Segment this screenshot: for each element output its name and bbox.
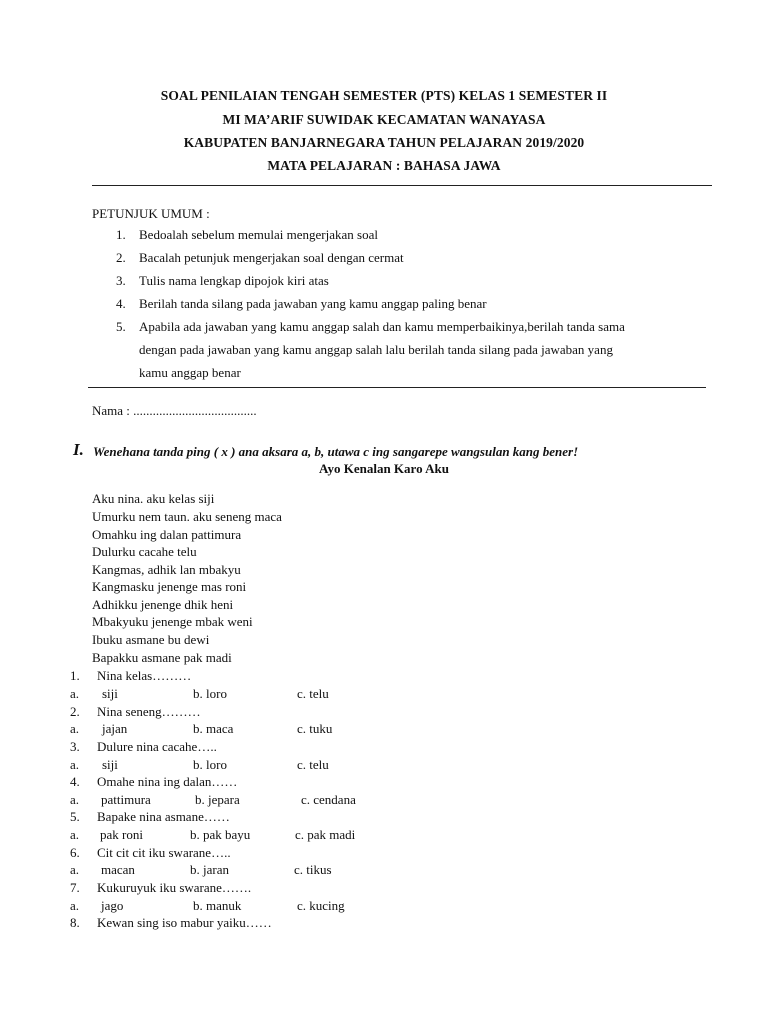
instruction-item: kamu anggap benar	[139, 365, 241, 380]
instruction-item: Bacalah petunjuk mengerjakan soal dengan cermat	[139, 250, 404, 265]
option-a-label[interactable]: a.	[70, 792, 80, 807]
section-number: I.	[73, 440, 84, 459]
instruction-item: Tulis nama lengkap dipojok kiri atas	[139, 273, 329, 288]
section-instruction: Wenehana tanda ping ( x ) ana aksara a, b, utawa c ing sangarepe wangsulan kang bener!	[93, 444, 579, 459]
passage-line: Adhikku jenenge dhik heni	[92, 597, 234, 612]
header-line-1: SOAL PENILAIAN TENGAH SEMESTER (PTS) KELAS 1 SEMESTER II	[160, 88, 608, 103]
instruction-item: Berilah tanda silang pada jawaban yang kamu anggap paling benar	[139, 296, 487, 311]
instruction-item: Bedoalah sebelum memulai mengerjakan soal	[139, 227, 378, 242]
passage-line: Kangmasku jenenge mas roni	[92, 579, 247, 594]
passage-line: Dulurku cacahe telu	[92, 544, 197, 559]
option-a[interactable]: jago	[101, 898, 124, 913]
question-number: 7.	[70, 880, 80, 895]
option-b[interactable]: b. maca	[193, 721, 234, 736]
reading-title: Ayo Kenalan Karo Aku	[319, 461, 449, 476]
question-text: Nina seneng………	[97, 704, 201, 719]
question-number: 3.	[70, 739, 80, 754]
question-text: Omahe nina ing dalan……	[97, 774, 238, 789]
passage-line: Kangmas, adhik lan mbakyu	[92, 562, 241, 577]
option-c[interactable]: c. cendana	[301, 792, 356, 807]
question-text: Kukuruyuk iku swarane…….	[97, 880, 252, 895]
header-line-4: MATA PELAJARAN : BAHASA JAWA	[267, 158, 501, 173]
option-c[interactable]: c. telu	[297, 686, 329, 701]
instructions-title: PETUNJUK UMUM :	[92, 206, 210, 221]
question-number: 4.	[70, 774, 80, 789]
passage-line: Mbakyuku jenenge mbak weni	[92, 614, 253, 629]
question-text: Nina kelas………	[97, 668, 192, 683]
instruction-number: 2.	[116, 250, 126, 265]
option-b[interactable]: b. manuk	[193, 898, 242, 913]
instruction-number: 5.	[116, 319, 126, 334]
option-a[interactable]: macan	[101, 862, 135, 877]
option-c[interactable]: c. tuku	[297, 721, 333, 736]
instruction-number: 1.	[116, 227, 126, 242]
instruction-number: 4.	[116, 296, 126, 311]
passage-line: Umurku nem taun. aku seneng maca	[92, 509, 282, 524]
option-a-label[interactable]: a.	[70, 827, 80, 842]
instructions-divider	[88, 387, 706, 388]
header-divider	[92, 185, 712, 186]
option-b[interactable]: b. loro	[193, 757, 227, 772]
question-text: Dulure nina cacahe…..	[97, 739, 217, 754]
option-a[interactable]: siji	[102, 757, 118, 772]
option-a-label[interactable]: a.	[70, 862, 80, 877]
instruction-item: dengan pada jawaban yang kamu anggap salah lalu berilah tanda silang pada jawaban yang	[139, 342, 613, 357]
option-a-label[interactable]: a.	[70, 686, 80, 701]
question-number: 8.	[70, 915, 80, 930]
option-c[interactable]: c. pak madi	[295, 827, 356, 842]
option-a[interactable]: siji	[102, 686, 118, 701]
header-line-2: MI MA’ARIF SUWIDAK KECAMATAN WANAYASA	[222, 112, 546, 127]
option-a[interactable]: jajan	[102, 721, 128, 736]
option-c[interactable]: c. tikus	[294, 862, 332, 877]
instruction-number: 3.	[116, 273, 126, 288]
option-c[interactable]: c. telu	[297, 757, 329, 772]
question-text: Kewan sing iso mabur yaiku……	[97, 915, 272, 930]
question-number: 5.	[70, 809, 80, 824]
passage-line: Bapakku asmane pak madi	[92, 650, 232, 665]
question-number: 2.	[70, 704, 80, 719]
header-line-3: KABUPATEN BANJARNEGARA TAHUN PELAJARAN 2019/2020	[183, 135, 585, 150]
option-a[interactable]: pattimura	[101, 792, 151, 807]
question-text: Cit cit cit iku swarane…..	[97, 845, 231, 860]
option-a-label[interactable]: a.	[70, 898, 80, 913]
option-b[interactable]: b. loro	[193, 686, 227, 701]
option-b[interactable]: b. pak bayu	[190, 827, 251, 842]
option-b[interactable]: b. jepara	[195, 792, 240, 807]
option-b[interactable]: b. jaran	[190, 862, 229, 877]
question-number: 6.	[70, 845, 80, 860]
question-number: 1.	[70, 668, 80, 683]
question-text: Bapake nina asmane……	[97, 809, 230, 824]
name-field[interactable]: Nama : ......................................	[92, 403, 257, 418]
passage-line: Aku nina. aku kelas siji	[92, 491, 215, 506]
option-c[interactable]: c. kucing	[297, 898, 345, 913]
option-a-label[interactable]: a.	[70, 757, 80, 772]
option-a-label[interactable]: a.	[70, 721, 80, 736]
passage-line: Ibuku asmane bu dewi	[92, 632, 210, 647]
passage-line: Omahku ing dalan pattimura	[92, 527, 242, 542]
option-a[interactable]: pak roni	[100, 827, 143, 842]
instruction-item: Apabila ada jawaban yang kamu anggap salah dan kamu memperbaikinya,berilah tanda sama	[139, 319, 625, 334]
